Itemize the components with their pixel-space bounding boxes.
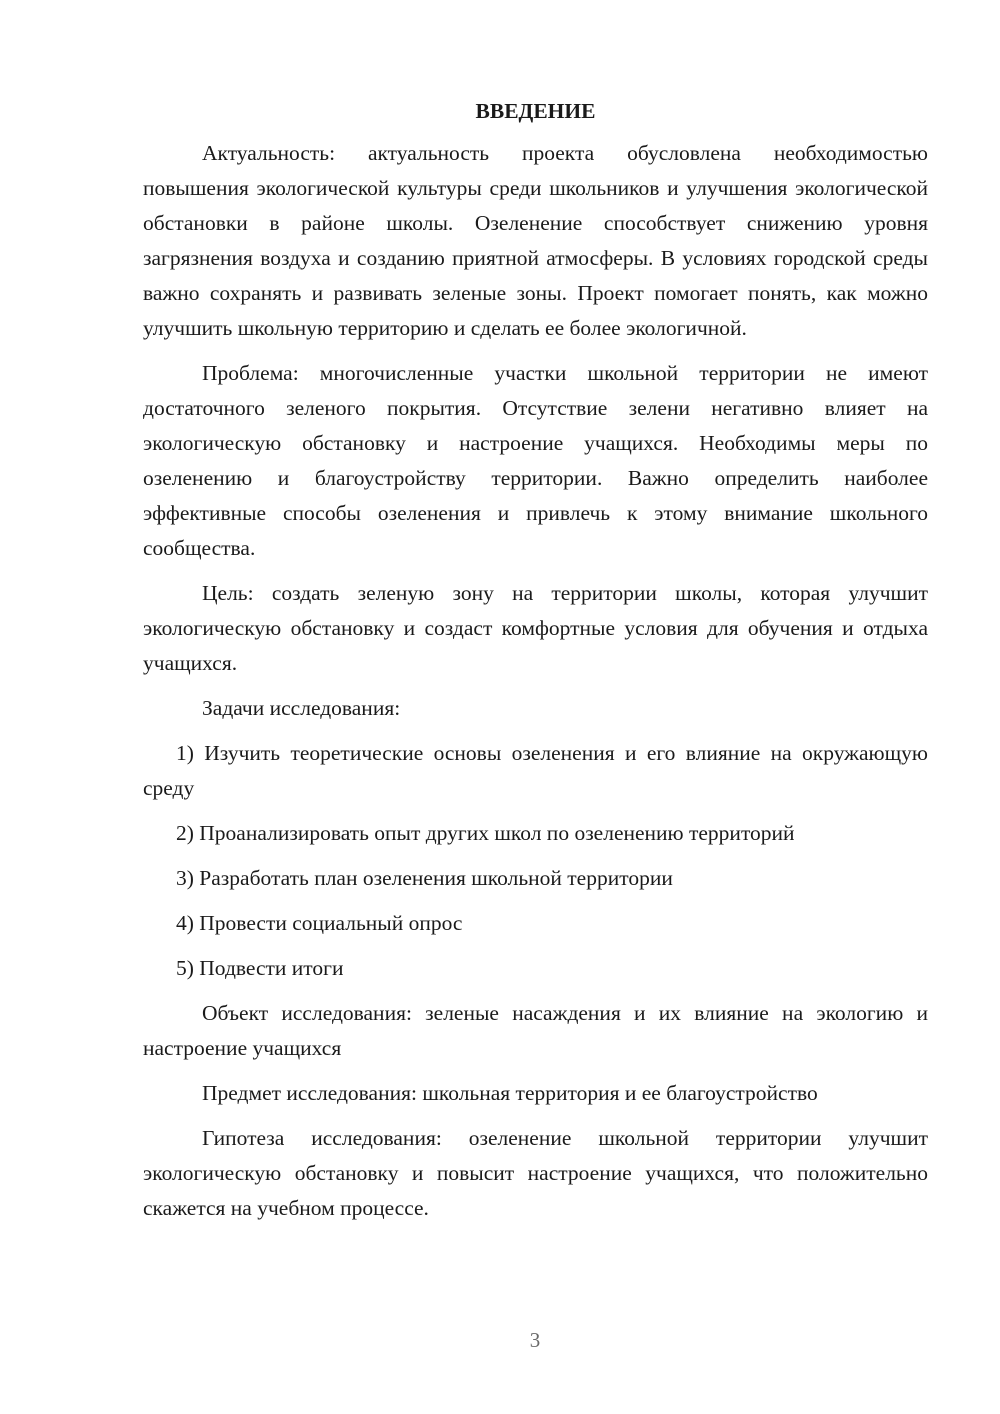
document-page	[143, 94, 928, 1236]
page-number: 3	[529, 1328, 541, 1352]
task-item-5: 5) Подвести итоги	[176, 956, 344, 980]
paragraph-goal: Цель: создать зеленую зону на территории школы, которая улучшит экологическую обстановку и создаст комфортные условия для обучения и отдыха учащихся.	[143, 581, 928, 675]
paragraph-hypothesis: Гипотеза исследования: озеленение школьной территории улучшит экологическую обстановку и повысит настроение учащихся, что положительно скажется на учебном процессе.	[143, 1126, 928, 1220]
paragraph-problem: Проблема: многочисленные участки школьной территории не имеют достаточного зеленого покрытия. Отсутствие зелени негативно влияет на экологическую обстановку и настроение учащихся. Необходимы меры по озеленению и благоустройству территории. Важно определить наиболее эффективные способы озеленения и привлечь к этому внимание школьного сообщества.	[143, 361, 928, 560]
paragraph-subject: Предмет исследования: школьная территория и ее благоустройство	[202, 1081, 818, 1105]
paragraph-object: Объект исследования: зеленые насаждения и их влияние на экологию и настроение учащихся	[143, 1001, 928, 1060]
task-item-1: 1) Изучить теоретические основы озеленения и его влияние на окружающую среду	[143, 741, 928, 800]
task-item-3: 3) Разработать план озеленения школьной территории	[176, 866, 673, 890]
task-item-2: 2) Проанализировать опыт других школ по озеленению территорий	[176, 821, 795, 845]
paragraph-relevance: Актуальность: актуальность проекта обусловлена необходимостью повышения экологической культуры среди школьников и улучшения экологической обстановки в районе школы. Озеленение способствует снижению уровня загрязнения воздуха и созданию приятной атмосферы. В условиях городской среды важно сохранять и развивать зеленые зоны. Проект помогает понять, как можно улучшить школьную территорию и сделать ее более экологичной.	[143, 141, 928, 340]
section-title: ВВЕДЕНИЕ	[475, 99, 596, 123]
paragraph-tasks-heading: Задачи исследования:	[202, 696, 401, 720]
task-item-4: 4) Провести социальный опрос	[176, 911, 463, 935]
